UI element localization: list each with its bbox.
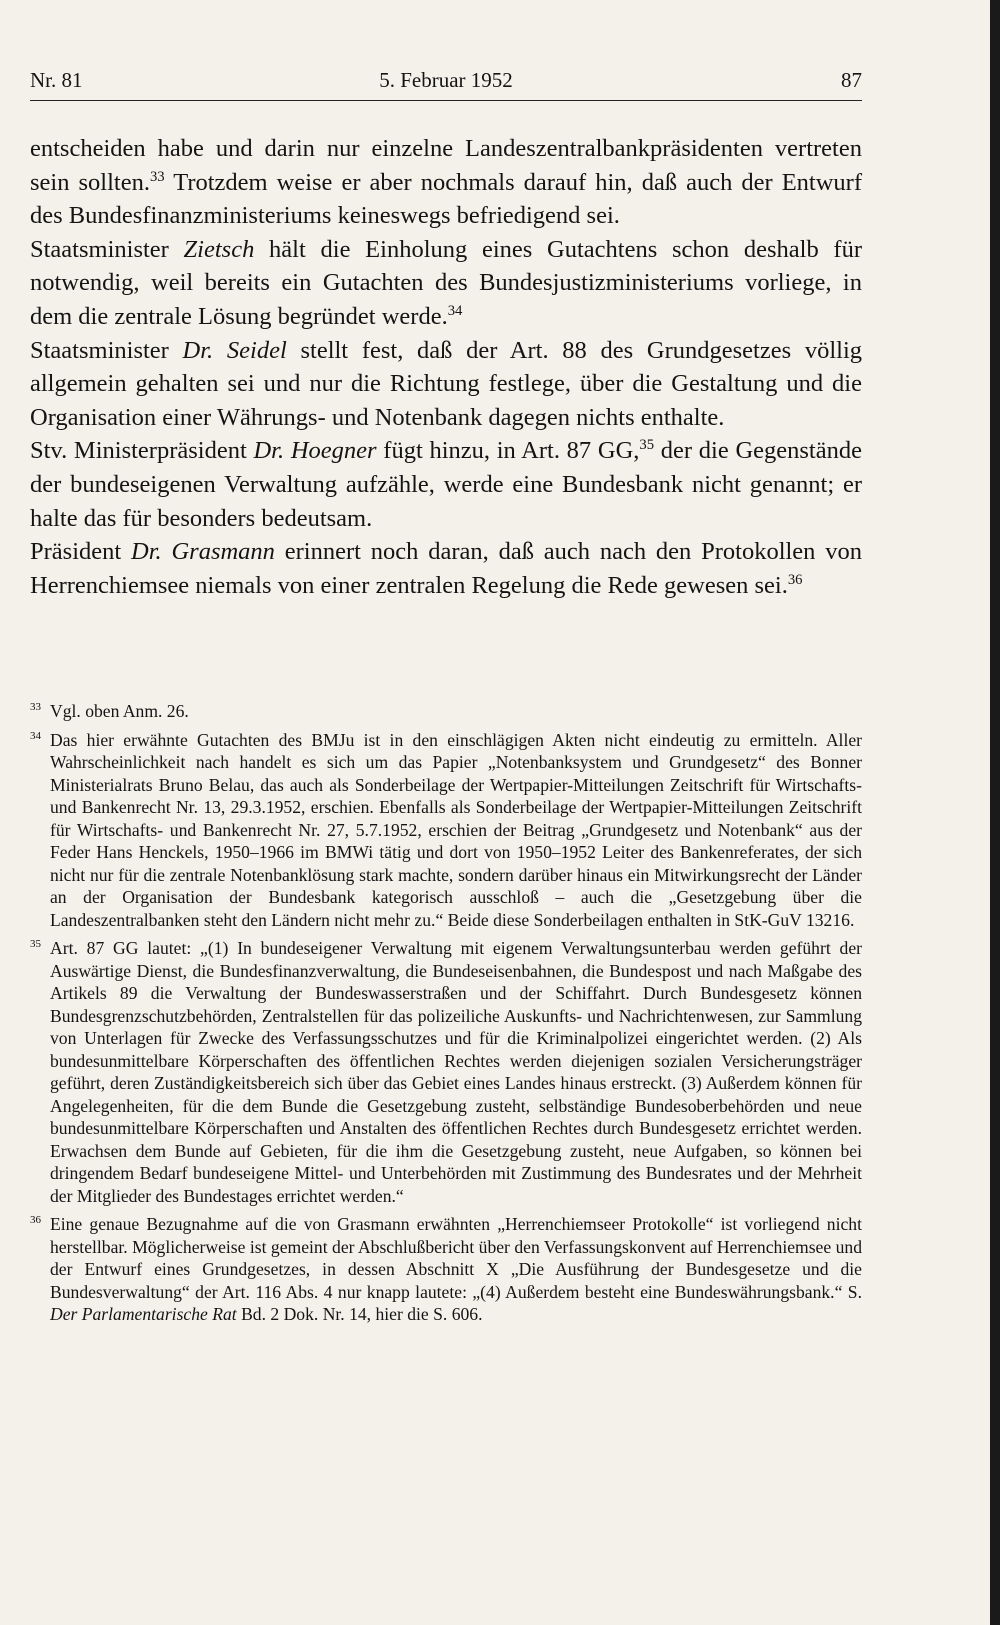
text-run: stellt fest, daß der Art. 88 des Grundgesetzes völlig allgemein gehalten sei und nur die Richtung festlege, über die Gestaltung und die Organisation einer Währungs- und Notenbank dagegen nichts enthalte. <box>30 336 863 431</box>
person-name: Dr. Hoegner <box>253 437 377 465</box>
paragraph <box>30 233 862 334</box>
footnote <box>30 937 862 1207</box>
issue-number: Nr. 81 <box>30 68 83 92</box>
footnotes <box>30 700 862 1332</box>
text-run: Eine genaue Bezugnahme auf die von Grasmann erwähnten „Herrenchiemseer Protokolle“ ist vorliegend nicht herstellbar. Möglicherweise ist gemeint der Abschlußbericht über den Verfassungskonvent auf Herrenchiemsee und der Entwurf eines Grundgesetzes, in dessen Abschnitt X „Die Ausführung der Bundesgesetze und die Bundesverwaltung“ der Art. 116 Abs. 4 nur knapp lautete: „(4) Außerdem besteht eine Bundeswährungsbank.“ S. <box>50 1214 862 1302</box>
footnote <box>30 1213 862 1326</box>
text-run: Das hier erwähnte Gutachten des BMJu ist in den einschlägigen Akten nicht eindeutig zu ermitteln. Aller Wahrscheinlichkeit nach handelt es sich um das Papier „Notenbanksystem und Grundgesetz“ des Bonner Ministerialrats Bruno Belau, das auch als Sonderbeilage der Wertpapier-Mitteilungen Zeitschrift für Wirtschafts- und Bankenrecht Nr. 13, 29.3.1952, erschien. Ebenfalls als Sonderbeilage der Wertpapier-Mitteilungen Zeitschrift für Wirtschafts- und Bankenrecht Nr. 27, 5.7.1952, erschien der Beitrag „Grundgesetz und Notenbank“ aus der Feder Hans Henckels, 1950–1966 im BMWi tätig und dort von 1950–1952 Leiter des Bankenreferates, der sich nicht nur für die zentrale Notenbanklösung stark machte, sondern darüber hinaus ein Mitwirkungsrecht der Länder an der Organisation der Bundesbank kategorisch ausschloß – auch die „Gesetzgebung über die Landeszentralbanken steht den Ländern nicht mehr zu.“ Beide diese Sonderbeilagen enthalten in StK-GuV 13216. <box>50 729 862 930</box>
paragraph <box>30 132 862 233</box>
footnote-number: 33 <box>30 701 41 713</box>
footnote-ref: 36 <box>787 571 803 588</box>
header-rule <box>30 100 862 101</box>
page-number: 87 <box>841 68 862 92</box>
text-run: Vgl. oben Anm. 26. <box>50 701 189 721</box>
page-edge <box>990 0 1000 1625</box>
person-name: Dr. Grasmann <box>131 538 275 566</box>
footnote <box>30 700 862 723</box>
paragraph <box>30 334 862 435</box>
footnote-ref: 33 <box>149 168 165 185</box>
header-date: 5. Februar 1952 <box>379 68 513 92</box>
text-run: Art. 87 GG lautet: „(1) In bundeseigener Verwaltung mit eigenem Verwaltungsunterbau werden geführt der Auswärtige Dienst, die Bundesfinanzverwaltung, die Bundeseisenbahnen, die Bundespost und nach Maßgabe des Artikels 89 die Verwaltung der Bundeswasserstraßen und der Schiffahrt. Durch Bundesgesetz können Bundesgrenzschutzbehörden, Zentralstellen für das polizeiliche Auskunfts- und Nachrichtenwesen, zur Sammlung von Unterlagen für Zwecke des Verfassungsschutzes und für die Kriminalpolizei eingerichtet werden. (2) Als bundesunmittelbare Körperschaften des öffentlichen Rechtes werden diejenigen sozialen Versicherungsträger geführt, deren Zuständigkeitsbereich sich über das Gebiet eines Landes hinaus erstreckt. (3) Außerdem können für Angelegenheiten, für die dem Bunde die Gesetzgebung zusteht, selbständige Bundesoberbehörden und neue bundesunmittelbare Körperschaften und Anstalten des öffentlichen Rechtes durch Bundesgesetz errichtet werden. Erwachsen dem Bunde auf Gebieten, für die ihm die Gesetzgebung zusteht, neue Aufgaben, so können bei dringendem Bedarf bundeseigene Mittel- und Unterbehörden mit Zustimmung des Bundesrates und der Mehrheit der Mitglieder des Bundestages errichtet werden.“ <box>50 938 862 1206</box>
main-text <box>30 132 862 602</box>
person-name: Dr. Seidel <box>182 336 287 364</box>
footnote-ref: 35 <box>639 437 655 454</box>
footnote-number: 35 <box>30 938 41 950</box>
footnote-ref: 34 <box>447 302 463 319</box>
text-run: entscheiden habe und darin nur einzelne Landeszentralbankpräsidenten vertreten sein sollten. <box>30 135 862 196</box>
text-run: Trotzdem weise er aber nochmals darauf hin, daß auch der Entwurf des Bundesfinanzministeriums keineswegs befriedigend sei. <box>30 168 862 230</box>
text-run: Bd. 2 Dok. Nr. 14, hier die S. 606. <box>236 1304 483 1324</box>
text-run: Stv. Ministerpräsident <box>30 437 254 465</box>
person-name: Zietsch <box>183 235 255 263</box>
person-name: Der Parlamentarische Rat <box>50 1304 237 1324</box>
paragraph <box>30 434 862 535</box>
footnote-number: 34 <box>30 729 41 742</box>
text-run: erinnert noch daran, daß auch nach den Protokollen von Herrenchiemsee niemals von einer zentralen Regelung die Rede gewesen sei. <box>30 538 863 599</box>
text-run: Staatsminister <box>30 336 183 364</box>
text-run: fügt hinzu, in Art. 87 GG, <box>376 437 640 465</box>
footnote <box>30 729 862 932</box>
text-run: hält die Einholung eines Gutachtens schon deshalb für notwendig, weil bereits ein Gutachten des Bundesjustizministeriums vorliege, in dem die zentrale Lösung begründet werde. <box>30 235 862 330</box>
text-run: Staatsminister <box>30 235 184 263</box>
text-run: Präsident <box>30 538 132 566</box>
text-run: der die Gegenstände der bundeseigenen Verwaltung aufzähle, werde eine Bundesbank nicht genannt; er halte das für besonders bedeutsam. <box>30 437 862 532</box>
paragraph <box>30 535 862 602</box>
footnote-number: 36 <box>30 1214 41 1226</box>
running-header <box>30 68 862 100</box>
